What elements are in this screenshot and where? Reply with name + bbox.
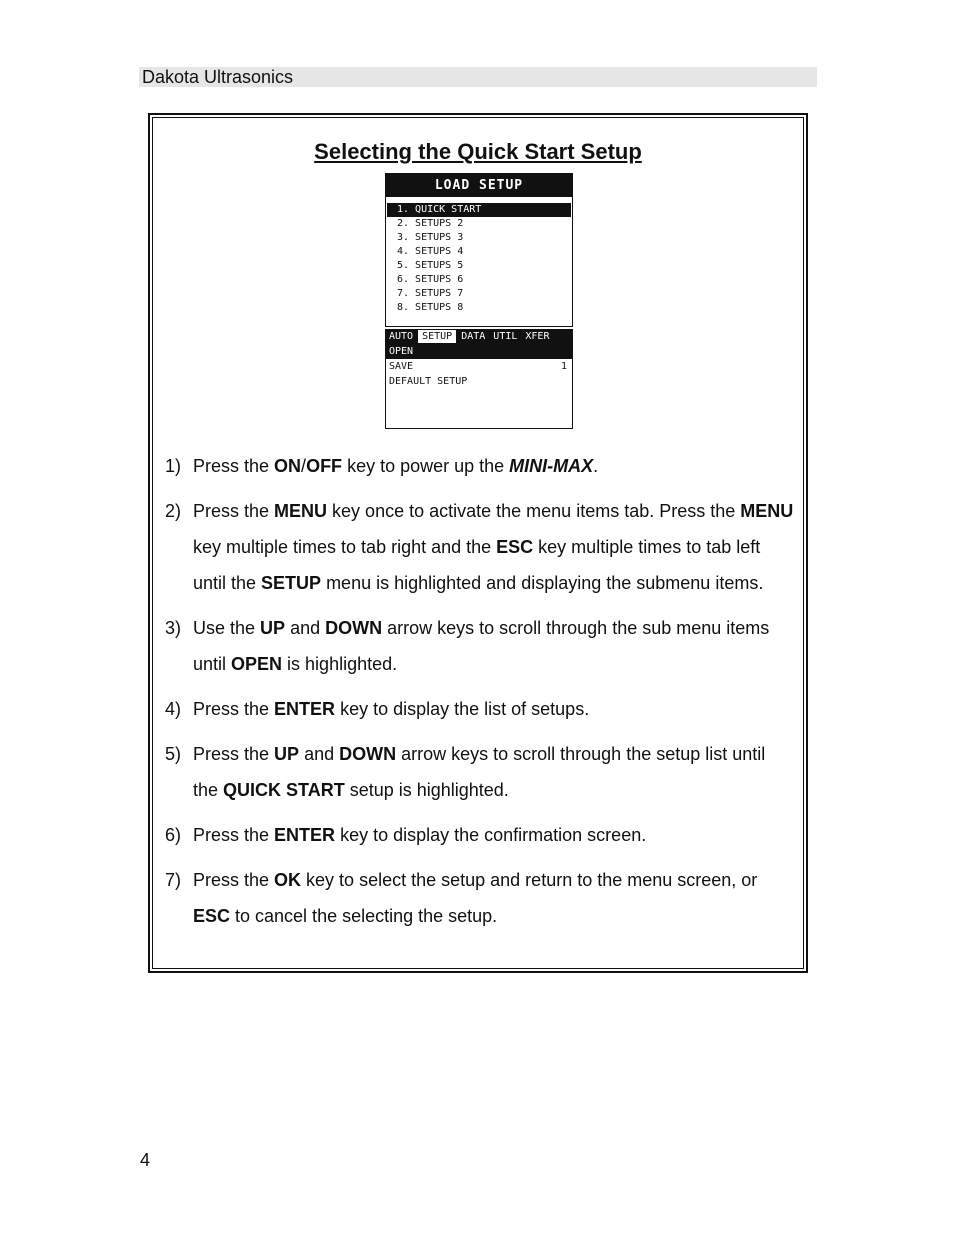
step-keyword: MENU xyxy=(274,501,328,521)
step-keyword: UP xyxy=(274,744,300,764)
lcd-setup-list-panel xyxy=(385,173,573,327)
step-text-fragment: Use the xyxy=(193,618,261,638)
page-number: 4 xyxy=(140,1150,151,1170)
step-keyword: MINI-MAX xyxy=(509,456,594,476)
lcd-tab-xfer: XFER xyxy=(525,331,550,342)
step-keyword: UP xyxy=(260,618,286,638)
step-text xyxy=(193,610,795,682)
step-text xyxy=(193,691,795,727)
lcd-tab-bar xyxy=(385,329,573,344)
lcd-setup-item: 2. SETUPS 2 xyxy=(397,218,464,229)
step-text xyxy=(193,817,795,853)
step-text-fragment: and xyxy=(299,744,340,764)
instruction-step xyxy=(165,691,795,727)
step-text-fragment: is highlighted. xyxy=(282,654,398,674)
lcd-setup-list xyxy=(387,203,571,315)
lcd-tab-auto: AUTO xyxy=(389,331,414,342)
lcd-setup-item: 6. SETUPS 6 xyxy=(397,274,464,285)
step-text-fragment: . xyxy=(593,456,599,476)
lcd-submenu-label: DEFAULT SETUP xyxy=(389,376,468,387)
lcd-submenu-item xyxy=(386,359,572,374)
lcd-setup-item: 5. SETUPS 5 xyxy=(397,260,464,271)
instruction-step xyxy=(165,736,795,808)
step-number: 6) xyxy=(165,825,182,845)
instruction-step xyxy=(165,862,795,934)
step-text-fragment: Press the xyxy=(193,825,275,845)
step-number: 3) xyxy=(165,618,182,638)
step-number: 5) xyxy=(165,744,182,764)
step-text-fragment: to cancel the selecting the setup. xyxy=(230,906,498,926)
step-text xyxy=(193,493,795,601)
lcd-submenu-item xyxy=(386,344,572,359)
step-keyword: OK xyxy=(274,870,302,890)
step-text xyxy=(193,862,795,934)
step-number: 2) xyxy=(165,501,182,521)
section-title: Selecting the Quick Start Setup xyxy=(314,139,642,164)
step-keyword: ESC xyxy=(496,537,534,557)
step-text-fragment: setup is highlighted. xyxy=(344,780,509,800)
step-keyword: OFF xyxy=(306,456,343,476)
step-number: 1) xyxy=(165,456,182,476)
step-keyword: ESC xyxy=(193,906,231,926)
step-text-fragment: and xyxy=(285,618,326,638)
step-text-fragment: arrow keys to scroll through the sub menu items until xyxy=(193,618,770,674)
instruction-step xyxy=(165,610,795,682)
step-keyword: OPEN xyxy=(231,654,283,674)
instruction-step xyxy=(165,817,795,853)
step-keyword: ENTER xyxy=(274,825,336,845)
step-keyword: DOWN xyxy=(325,618,383,638)
lcd-setup-item: 1. QUICK START xyxy=(387,203,571,217)
step-keyword: SETUP xyxy=(261,573,322,593)
step-number: 7) xyxy=(165,870,182,890)
content-box xyxy=(148,113,808,973)
step-text-fragment: key multiple times to tab left until the xyxy=(193,537,761,593)
lcd-tab-util: UTIL xyxy=(493,331,518,342)
lcd-tab-data: DATA xyxy=(461,331,486,342)
lcd-submenu-value: 1 xyxy=(560,361,567,372)
step-text-fragment: key to display the list of setups. xyxy=(335,699,590,719)
lcd-setup-item: 8. SETUPS 8 xyxy=(397,302,464,313)
step-text-fragment: key multiple times to tab right and the xyxy=(193,537,497,557)
step-text xyxy=(193,736,795,808)
lcd-screen xyxy=(385,173,573,431)
step-text-fragment: arrow keys to scroll through the setup list until the xyxy=(193,744,766,800)
content-box-inner xyxy=(152,117,804,969)
lcd-submenu-label: OPEN xyxy=(389,346,414,357)
step-keyword: ENTER xyxy=(274,699,336,719)
step-text-fragment: Press the xyxy=(193,744,275,764)
lcd-submenu xyxy=(385,344,573,429)
step-text-fragment: menu is highlighted and displaying the submenu items. xyxy=(321,573,764,593)
page-header xyxy=(139,67,817,87)
step-keyword: MENU xyxy=(740,501,794,521)
lcd-submenu-item xyxy=(386,374,572,389)
lcd-setup-item: 7. SETUPS 7 xyxy=(397,288,464,299)
lcd-submenu-label: SAVE xyxy=(389,361,414,372)
step-text-fragment: key once to activate the menu items tab. Press the xyxy=(327,501,741,521)
step-number: 4) xyxy=(165,699,182,719)
step-text-fragment: Press the xyxy=(193,870,275,890)
step-text-fragment: Press the xyxy=(193,699,275,719)
lcd-title: LOAD SETUP xyxy=(386,174,572,197)
step-keyword: QUICK START xyxy=(223,780,345,800)
step-text xyxy=(193,448,795,484)
step-keyword: DOWN xyxy=(339,744,397,764)
step-text-fragment: key to power up the xyxy=(342,456,510,476)
lcd-setup-item: 3. SETUPS 3 xyxy=(397,232,464,243)
step-text-fragment: Press the xyxy=(193,501,275,521)
step-text-fragment: / xyxy=(301,456,307,476)
step-text-fragment: key to select the setup and return to the menu screen, or xyxy=(301,870,758,890)
step-text-fragment: Press the xyxy=(193,456,275,476)
instruction-step xyxy=(165,493,795,601)
step-text-fragment: key to display the confirmation screen. xyxy=(335,825,647,845)
header-text: Dakota Ultrasonics xyxy=(142,67,294,87)
step-keyword: ON xyxy=(274,456,302,476)
lcd-tab-setup: SETUP xyxy=(417,329,457,344)
instruction-list xyxy=(165,448,795,943)
lcd-setup-item: 4. SETUPS 4 xyxy=(397,246,464,257)
instruction-step xyxy=(165,448,795,484)
